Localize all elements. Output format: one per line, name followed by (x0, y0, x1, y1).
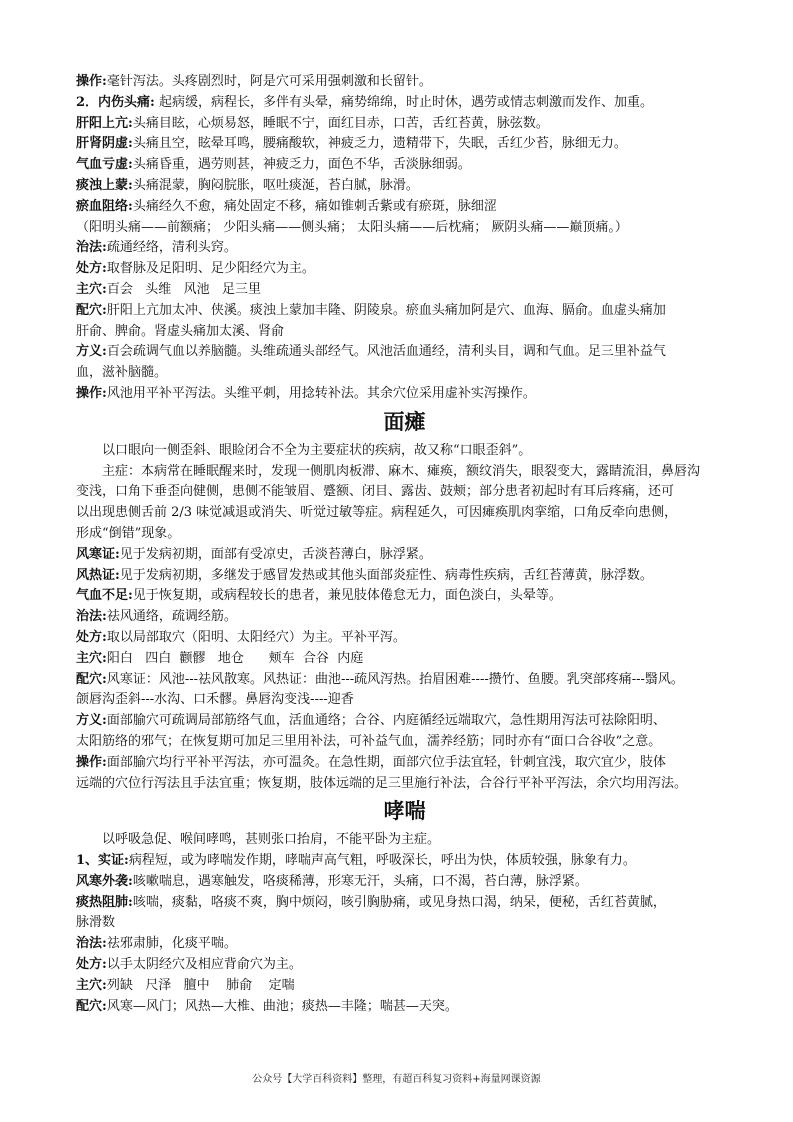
line-text: 见于发病初期，多继发于感冒发热或其他头面部炎症性、病毒性疾病，舌红苔薄黄，脉浮数。 (119, 567, 653, 583)
line-text: 见于恢复期，或病程较长的患者，兼见肢体倦怠无力，面色淡白，头晕等。 (132, 588, 562, 604)
section-asthma (76, 797, 733, 1017)
text-line: 远端的穴位行泻法且手法宜重；恢复期，肢体远端的足三里施行补法，合谷行平补平泻法，余穴均用泻法。 (76, 775, 688, 791)
line-text: 头痛混蒙，胸闷脘胀，呕吐痰涎，苔白腻，脉滑。 (132, 177, 419, 193)
line-label: 痰浊上蒙: (76, 177, 133, 193)
text-line: 变浅，口角下垂歪向健侧，患侧不能皱眉、蹙额、闭目、露齿、鼓颊；部分患者初起时有耳后疼痛，还可 (76, 484, 675, 500)
text-line (76, 586, 733, 607)
text-line: 以口眼向一侧歪斜、眼睑闭合不全为主要症状的疾病，故又称“口眼歪斜”。 (102, 442, 532, 458)
text-line (76, 607, 733, 628)
line-label: 处方: (76, 957, 107, 973)
text-line (76, 628, 733, 649)
text-line (76, 93, 733, 114)
text-line (76, 955, 733, 976)
text-line (76, 155, 733, 176)
line-label: 治法: (76, 240, 107, 256)
line-label: 主穴: (76, 281, 107, 297)
line-text: 取督脉及足阳明、足少阳经穴为主。 (106, 261, 315, 277)
line-text: 头痛且空，眩晕耳鸣，腰痛酸软，神疲乏力，遗精带下，失眠，舌红少苔，脉细无力。 (132, 136, 627, 152)
line-text: 病程短，或为哮喘发作期，哮喘声高气粗，呼吸深长，呼出为快，体质较强，脉象有力。 (128, 853, 636, 869)
section-title: 哮喘 (383, 798, 426, 824)
line-label: 操作: (76, 754, 107, 770)
text-line: （阳明头痛——前额痛； 少阳头痛——侧头痛； 太阳头痛——后枕痛； 厥阴头痛——巅顶痛。） (76, 219, 628, 235)
line-label: 2．内伤头痛: (76, 94, 155, 110)
line-text: 面部腧穴均行平补平泻法，亦可温灸。在急性期，面部穴位手法宜轻，针刺宜浅，取穴宜少，肢体 (106, 754, 666, 770)
text-line (76, 851, 733, 872)
text-line (76, 301, 733, 322)
section-title: 面瘫 (383, 408, 426, 434)
line-text: 头痛目眩，心烦易怒，睡眠不宁，面红目赤，口苦，舌红苔黄，脉弦数。 (132, 115, 549, 131)
line-text: 头痛经久不愈，痛处固定不移，痛如锥刺舌紫或有瘀斑，脉细涩 (132, 198, 497, 214)
line-label: 配穴: (76, 302, 107, 318)
line-label: 1、实证: (76, 853, 129, 869)
text-line (76, 566, 733, 587)
text-line: 以呼吸急促、喉间哮鸣，甚则张口抬肩，不能平卧为主症。 (102, 832, 441, 848)
text-line (76, 753, 733, 774)
line-label: 处方: (76, 261, 107, 277)
text-line: 脉滑数 (76, 915, 116, 931)
line-text: 风寒证：风池---祛风散寒。风热证：曲池---疏风泻热。抬眉困难----攒竹、鱼腰。乳突部疼痛---翳风。 (106, 671, 684, 687)
section-headache (76, 72, 733, 405)
text-line (76, 384, 733, 405)
line-label: 方义: (76, 344, 107, 360)
text-line: 颌唇沟歪斜---水沟、口禾髎。鼻唇沟变浅----迎香 (76, 692, 354, 708)
text-line: 形成“倒错”现象。 (76, 525, 181, 541)
line-text: 疏通经络，清利头窍。 (106, 240, 237, 256)
text-line (76, 997, 733, 1018)
line-text: 咳喘，痰黏，咯痰不爽，胸中烦闷，咳引胸胁痛，或见身热口渴，纳呆，便秘，舌红苔黄腻， (132, 894, 666, 910)
line-text: 面部腧穴可疏调局部筋络气血，活血通络；合谷、内庭循经远端取穴，急性期用泻法可祛除阳明、 (106, 713, 666, 729)
line-text: 百会疏调气血以养脑髓。头维疏通头部经气。风池活血通经，清利头目，调和气血。足三里补益气 (106, 344, 666, 360)
text-line: 肝俞、脾俞。肾虚头痛加太溪、肾俞 (76, 323, 285, 339)
line-label: 气血不足: (76, 588, 133, 604)
line-text: 头痛昏重，遇劳则甚，神疲乏力，面色不华，舌淡脉细弱。 (132, 157, 471, 173)
text-line (76, 649, 733, 670)
line-label: 风寒外袭: (76, 873, 133, 889)
line-label: 瘀血阻络: (76, 198, 133, 214)
line-label: 风寒证: (76, 546, 120, 562)
text-line (76, 670, 733, 691)
text-line (76, 342, 733, 363)
text-line: 以出现患侧舌前 2/3 味觉减退或消失、听觉过敏等症。病程延久，可因瘫痪肌肉挛缩，口角反牵向患侧， (76, 505, 678, 521)
line-label: 气血亏虚: (76, 157, 133, 173)
line-text: 以手太阴经穴及相应背俞穴为主。 (106, 957, 302, 973)
line-text: 取以局部取穴（阳明、太阳经穴）为主。平补平泻。 (106, 629, 406, 645)
page-footer: 公众号【大学百科资料】整理，有超百科复习资料+海量网课资源 (252, 1074, 541, 1085)
line-label: 肝阳上亢: (76, 115, 133, 131)
line-text: 见于发病初期，面部有受凉史，舌淡苔薄白，脉浮紧。 (119, 546, 432, 562)
line-label: 风热证: (76, 567, 120, 583)
line-text: 列缺 尺泽 膻中 肺俞 定喘 (106, 977, 295, 993)
line-label: 主穴: (76, 650, 107, 666)
line-text: 毫针泻法。头疼剧烈时，阿是穴可采用强刺激和长留针。 (106, 74, 432, 89)
line-text: 咳嗽喘息，遇寒触发，咯痰稀薄，形寒无汗，头痛，口不渴，苔白薄，脉浮紧。 (132, 873, 588, 889)
line-text: 祛邪肃肺，化痰平喘。 (106, 936, 237, 952)
line-label: 治法: (76, 609, 107, 625)
text-line (76, 711, 733, 732)
line-label: 配穴: (76, 998, 107, 1014)
line-label: 配穴: (76, 671, 107, 687)
text-line (76, 176, 733, 197)
text-line: 血，滋补脑髓。 (76, 365, 168, 381)
text-line (76, 134, 733, 155)
line-label: 主穴: (76, 977, 107, 993)
line-label: 肝肾阴虚: (76, 136, 133, 152)
text-line (76, 893, 733, 914)
text-line: 主症：本病常在睡眠醒来时，发现一侧肌肉板滞、麻木、瘫痪，额纹消失，眼裂变大，露睛流泪，鼻唇沟 (102, 463, 701, 479)
text-line (76, 976, 733, 997)
text-line: 太阳筋络的邪气；在恢复期可加足三里用补法，可补益气血，濡养经筋；同时亦有“面口合谷收”之意。 (76, 733, 662, 749)
text-line (76, 545, 733, 566)
text-line (76, 934, 733, 955)
text-line (76, 238, 733, 259)
line-label: 处方: (76, 629, 107, 645)
line-text: 阳白 四白 颧髎 地仓 颊车 合谷 内庭 (106, 650, 364, 666)
line-label: 方义: (76, 713, 107, 729)
section-facial-paralysis (76, 408, 733, 795)
text-line (76, 197, 733, 218)
text-line (76, 114, 733, 135)
line-text: 风池用平补平泻法。头维平刺，用捻转补法。其余穴位采用虚补实泻操作。 (106, 385, 536, 401)
text-line (76, 72, 733, 93)
line-label: 操作: (76, 385, 107, 401)
line-text: 祛风通络，疏调经筋。 (106, 609, 237, 625)
text-line (76, 259, 733, 280)
line-label: 操作: (76, 74, 107, 89)
line-label: 治法: (76, 936, 107, 952)
line-text: 肝阳上亢加太冲、侠溪。痰浊上蒙加丰隆、阴陵泉。瘀血头痛加阿是穴、血海、膈俞。血虚头痛加 (106, 302, 666, 318)
text-line (76, 280, 733, 301)
line-text: 风寒—风门；风热—大椎、曲池；痰热—丰隆；喘甚—天突。 (106, 998, 458, 1014)
line-text: 百会 头维 风池 足三里 (106, 281, 262, 297)
line-label: 痰热阻肺: (76, 894, 133, 910)
line-text: 起病缓，病程长，多伴有头晕，痛势绵绵，时止时休，遇劳或情志刺激而发作、加重。 (159, 94, 654, 110)
text-line (76, 872, 733, 893)
